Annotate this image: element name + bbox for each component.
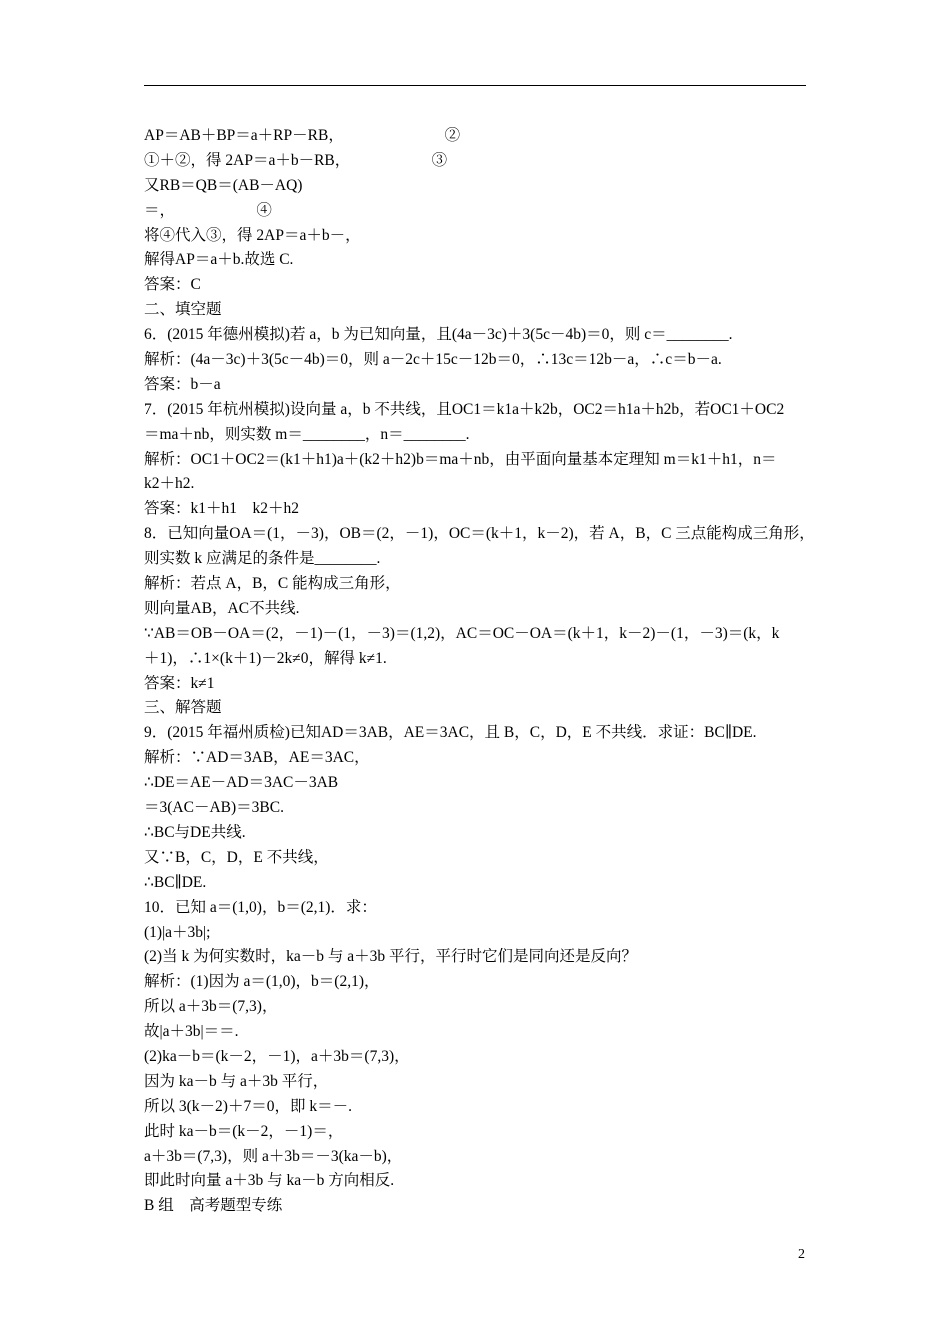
text-line: 则向量AB，AC不共线.: [144, 599, 300, 617]
text-line: 三、解答题: [144, 699, 222, 717]
text-line: ＝3(AC－AB)＝3BC.: [144, 799, 284, 817]
text-line: 即此时向量 a＋3b 与 ka－b 方向相反.: [144, 1172, 395, 1190]
text-line: k2＋h2.: [144, 475, 195, 493]
text-line: ∴DE＝AE－AD＝3AC－3AB: [144, 774, 339, 792]
text-line: ①＋②，得 2AP＝a＋b－RB， ③: [144, 151, 448, 169]
text-line: AP＝AB＋BP＝a＋RP－RB， ②: [144, 127, 461, 144]
text-line: 解析：∵AD＝3AB，AE＝3AC，: [144, 749, 370, 767]
text-line: (2)ka－b＝(k－2，－1)，a＋3b＝(7,3)，: [144, 1047, 410, 1065]
text-line: 二、填空题: [144, 301, 222, 319]
text-line: a＋3b＝(7,3)，则 a＋3b＝－3(ka－b)，: [144, 1147, 403, 1165]
text-line: ＋1)，∴1×(k＋1)－2k≠0，解得 k≠1.: [144, 649, 387, 667]
text-line: ＝ma＋nb，则实数 m＝________，n＝________.: [144, 425, 470, 443]
text-line: 所以 3(k－2)＋7＝0，即 k＝－.: [144, 1097, 352, 1115]
text-line: 故|a＋3b|＝＝.: [144, 1023, 239, 1041]
text-line: ∴BC∥DE.: [144, 873, 207, 891]
text-line: 8．已知向量OA＝(1，－3)，OB＝(2，－1)，OC＝(k＋1，k－2)，若 A，B，C 三点能构成三角形，: [144, 525, 815, 543]
text-line: 答案：C: [144, 276, 201, 294]
text-line: 解得AP＝a＋b.故选 C.: [144, 251, 294, 269]
text-line: 解析：若点 A，B，C 能构成三角形，: [144, 575, 401, 593]
text-line: ＝， ④: [144, 201, 272, 219]
text-line: 答案：b－a: [144, 375, 221, 393]
text-line: (1)|a＋3b|;: [144, 923, 211, 941]
header-rule: [144, 85, 806, 86]
text-line: ∴BC与DE共线.: [144, 823, 246, 841]
text-line: 所以 a＋3b＝(7,3)，: [144, 998, 278, 1016]
text-line: (2)当 k 为何实数时，ka－b 与 a＋3b 平行，平行时它们是同向还是反向？: [144, 948, 637, 966]
document-body: [144, 124, 815, 1219]
page-number: 2: [798, 1247, 805, 1262]
text-line: 因为 ka－b 与 a＋3b 平行，: [144, 1072, 329, 1090]
text-line: 又∵B，C，D，E 不共线，: [144, 848, 329, 866]
text-line: 10．已知 a＝(1,0)，b＝(2,1)．求：: [144, 898, 377, 916]
text-line: 此时 ka－b＝(k－2，－1)＝，: [144, 1122, 344, 1140]
text-line: 9．(2015 年福州质检)已知AD＝3AB，AE＝3AC，且 B，C，D，E 不共线．求证：BC∥DE.: [144, 724, 757, 742]
text-line: 则实数 k 应满足的条件是________.: [144, 550, 381, 568]
text-line: 答案：k≠1: [144, 674, 215, 692]
text-line: 又RB＝QB＝(AB－AQ): [144, 176, 303, 194]
text-line: 将④代入③，得 2AP＝a＋b－，: [144, 226, 361, 244]
text-line: 7．(2015 年杭州模拟)设向量 a，b 不共线，且OC1＝k1a＋k2b，OC2＝h1a＋h2b，若OC1＋OC2: [144, 400, 785, 418]
text-line: 解析：(4a－3c)＋3(5c－4b)＝0，则 a－2c＋15c－12b＝0，∴13c＝12b－a，∴c＝b－a.: [144, 351, 722, 369]
text-line: 解析：(1)因为 a＝(1,0)，b＝(2,1)，: [144, 973, 380, 991]
text-line: ∵AB＝OB－OA＝(2，－1)－(1，－3)＝(1,2)，AC＝OC－OA＝(k＋1，k－2)－(1，－3)＝(k，k: [144, 624, 780, 642]
text-line: 答案：k1＋h1 k2＋h2: [144, 500, 300, 518]
text-line: B 组 高考题型专练: [144, 1197, 283, 1215]
text-line: 6．(2015 年德州模拟)若 a，b 为已知向量，且(4a－3c)＋3(5c－4b)＝0，则 c＝________.: [144, 326, 733, 344]
text-line: 解析：OC1＋OC2＝(k1＋h1)a＋(k2＋h2)b＝ma＋nb，由平面向量基本定理知 m＝k1＋h1，n＝: [144, 450, 777, 468]
